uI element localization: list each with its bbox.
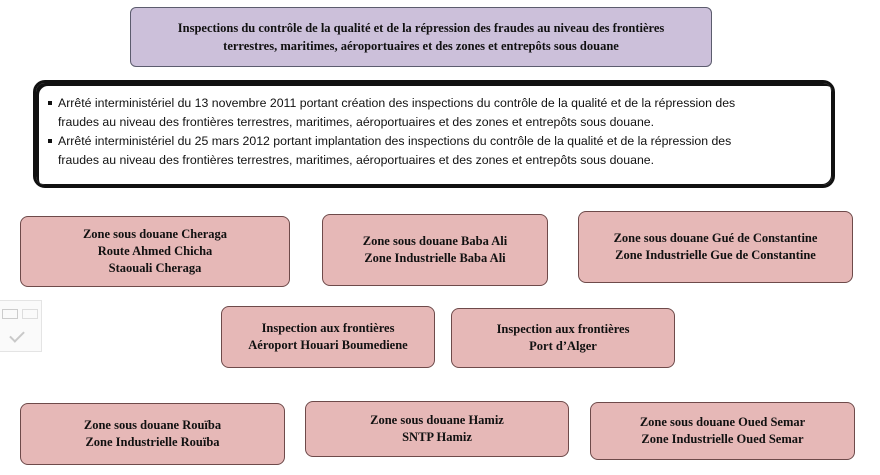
decrees-box (33, 80, 835, 188)
box-line: Zone sous douane Hamiz (370, 413, 504, 427)
box-line: Zone Industrielle Baba Ali (364, 251, 506, 265)
box-line: Zone sous douane Cheraga (82, 227, 228, 241)
zone-gue-constantine-box (578, 211, 853, 283)
paste-options-icon[interactable] (0, 300, 42, 352)
decree-line: fraudes au niveau des frontières terrestres, maritimes, aéroportuaires et des zones et entrepôts sous douane. (58, 153, 655, 167)
decree-item (48, 132, 814, 170)
zone-cheraga-box (20, 216, 290, 287)
box-line: Zone sous douane Rouïba (83, 418, 222, 432)
title-line-2: terrestres, maritimes, aéroportuaires et des zones et entrepôts sous douane (223, 39, 619, 53)
box-line: Zone sous douane Baba Ali (362, 234, 508, 248)
box-line: Zone sous douane Oued Semar (639, 415, 806, 429)
box-line: Zone sous douane Gué de Constantine (613, 231, 818, 245)
clipboard-icon (22, 309, 38, 319)
clipboard-icon (2, 309, 18, 319)
box-line: Zone Industrielle Gue de Constantine (615, 248, 816, 262)
zone-oued-semar-box (590, 402, 855, 460)
box-line: SNTP Hamiz (402, 430, 472, 444)
box-line: Inspection aux frontières (496, 322, 630, 336)
inspection-aeroport-box (221, 306, 435, 368)
box-line: Zone Industrielle Rouïba (85, 435, 220, 449)
box-line: Staouali Cheraga (108, 261, 202, 275)
box-line: Aéroport Houari Boumediene (248, 338, 408, 352)
decree-line: Arrêté interministériel du 25 mars 2012 portant implantation des inspections du contrôle de la qualité et de la répression des (58, 134, 732, 148)
box-line: Port d’Alger (529, 339, 597, 353)
decree-line: fraudes au niveau des frontières terrestres, maritimes, aéroportuaires et des zones et entrepôts sous douane. (58, 115, 655, 129)
bullet-icon (48, 101, 52, 105)
decree-line: Arrêté interministériel du 13 novembre 2011 portant création des inspections du contrôle de la qualité et de la répression des (58, 96, 736, 110)
box-line: Zone Industrielle Oued Semar (641, 432, 804, 446)
decree-item (48, 94, 814, 132)
check-icon (9, 327, 25, 343)
box-line: Route Ahmed Chicha (97, 244, 213, 258)
inspection-port-box (451, 308, 675, 368)
box-line: Inspection aux frontières (261, 321, 395, 335)
title-line-1: Inspections du contrôle de la qualité et de la répression des fraudes au niveau des frontières (177, 21, 665, 35)
zone-baba-ali-box (322, 214, 548, 286)
zone-hamiz-box (305, 401, 569, 457)
bullet-icon (48, 139, 52, 143)
zone-rouiba-box (20, 403, 285, 465)
title-box (130, 7, 712, 67)
